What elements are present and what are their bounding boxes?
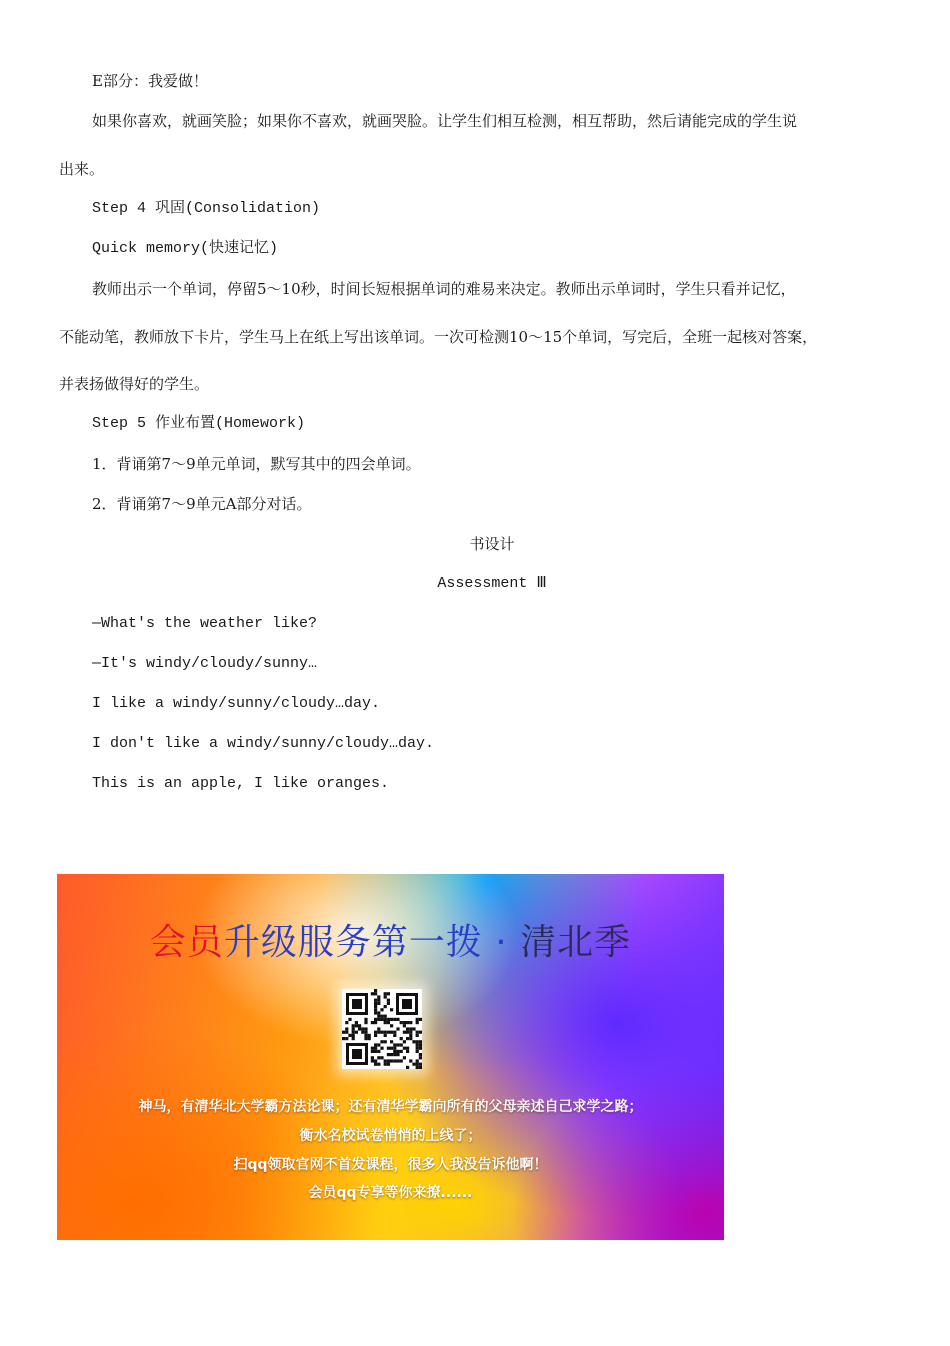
qr-cell — [393, 1043, 396, 1046]
qr-cell — [390, 1008, 393, 1011]
qr-cell — [377, 1011, 380, 1014]
qr-cell — [352, 1034, 355, 1037]
qr-cell — [371, 992, 374, 995]
qr-cell — [384, 1063, 387, 1066]
qr-cell — [380, 1008, 383, 1011]
qr-cell — [390, 1047, 393, 1050]
qr-cell — [377, 995, 380, 998]
qr-cell — [403, 1021, 406, 1024]
qr-cell — [400, 1043, 403, 1046]
qr-cell — [384, 1034, 387, 1037]
qr-cell — [377, 1056, 380, 1059]
qr-cell — [348, 1018, 351, 1021]
qr-cell — [390, 1018, 393, 1021]
qr-cell — [374, 1043, 377, 1046]
qr-cell — [345, 1037, 348, 1040]
qr-cell — [419, 1031, 422, 1034]
qr-cell — [416, 1050, 419, 1053]
qr-cell — [393, 1034, 396, 1037]
qr-cell — [406, 1021, 409, 1024]
qr-cell — [396, 1027, 399, 1030]
qr-cell — [416, 1040, 419, 1043]
quick-memory-title: Quick memory(快速记忆) — [92, 240, 279, 257]
qr-cell — [387, 1021, 390, 1024]
qr-cell — [384, 1015, 387, 1018]
qr-cell — [374, 1050, 377, 1053]
step4-body-line-2: 不能动笔，教师放下卡片，学生马上在纸上写出该单词。一次可检测10～15个单词，写完后，全班一起核对答案， — [59, 328, 818, 346]
board-design-title: 书设计 — [469, 535, 515, 553]
qr-cell — [396, 1053, 399, 1056]
banner-message-3: 扫qq领取官网不首发课程，很多人我没告诉他啊！ — [233, 1157, 548, 1173]
qr-cell — [377, 1050, 380, 1053]
board-line-1: —What's the weather like? — [92, 615, 318, 632]
qr-cell — [409, 1031, 412, 1034]
qr-cell — [342, 1037, 345, 1040]
qr-cell — [374, 989, 377, 992]
qr-cell — [374, 1008, 377, 1011]
banner-message-1: 神马，有清华北大学霸方法论课；还有清华学霸向所有的父母亲述自己求学之路； — [138, 1099, 643, 1115]
qr-cell — [406, 1050, 409, 1053]
qr-cell — [368, 1037, 371, 1040]
qr-cell — [412, 1063, 415, 1066]
promo-banner[interactable] — [57, 874, 724, 1240]
qr-cell — [361, 1031, 364, 1034]
qr-cell — [390, 1040, 393, 1043]
qr-cell — [406, 1031, 409, 1034]
qr-cell — [416, 1018, 419, 1021]
qr-cell — [390, 1024, 393, 1027]
qr-cell — [416, 1043, 419, 1046]
qr-cell — [374, 1002, 377, 1005]
qr-cell — [380, 1040, 383, 1043]
qr-cell — [377, 999, 380, 1002]
qr-cell — [387, 1018, 390, 1021]
qr-cell — [371, 1047, 374, 1050]
qr-cell — [345, 1031, 348, 1034]
qr-cell — [387, 1002, 390, 1005]
qr-cell — [374, 999, 377, 1002]
board-line-5: This is an apple, I like oranges. — [92, 775, 390, 792]
qr-cell — [352, 1024, 355, 1027]
qr-cell — [419, 1056, 422, 1059]
qr-cell — [412, 1040, 415, 1043]
qr-cell — [419, 1063, 422, 1066]
qr-cell — [368, 1034, 371, 1037]
homework-item-2: 2．背诵第7～9单元A部分对话。 — [92, 495, 312, 513]
qr-cell — [416, 1047, 419, 1050]
qr-cell — [390, 1053, 393, 1056]
qr-cell — [409, 1059, 412, 1062]
qr-cell — [387, 992, 390, 995]
qr-cell — [374, 992, 377, 995]
board-line-3: I like a windy/sunny/cloudy…day. — [92, 695, 381, 712]
qr-cell — [393, 1031, 396, 1034]
qr-code-graphic — [342, 989, 422, 1069]
qr-cell — [403, 1040, 406, 1043]
banner-message-4: 会员qq专享等你来撩...... — [308, 1185, 473, 1201]
qr-cell — [387, 1063, 390, 1066]
qr-cell — [374, 1031, 377, 1034]
qr-cell — [374, 1063, 377, 1066]
qr-cell — [352, 1027, 355, 1030]
qr-cell — [374, 1047, 377, 1050]
banner-title-part-2: 升级服务第一拨 — [223, 922, 483, 963]
qr-cell — [364, 1037, 367, 1040]
qr-cell — [419, 1066, 422, 1069]
qr-cell — [358, 1024, 361, 1027]
qr-cell — [377, 1027, 380, 1030]
step5-title: Step 5 作业布置(Homework) — [92, 415, 306, 432]
qr-cell — [419, 1047, 422, 1050]
board-line-4: I don't like a windy/sunny/cloudy…day. — [92, 735, 435, 752]
qr-cell — [393, 1053, 396, 1056]
qr-cell — [403, 1047, 406, 1050]
qr-cell — [377, 1018, 380, 1021]
qr-cell — [355, 1024, 358, 1027]
qr-cell — [380, 1018, 383, 1021]
qr-cell — [371, 1021, 374, 1024]
qr-cell — [380, 1015, 383, 1018]
qr-cell — [374, 1021, 377, 1024]
qr-cell — [416, 1034, 419, 1037]
qr-cell — [377, 1063, 380, 1066]
qr-cell — [355, 1021, 358, 1024]
qr-cell — [403, 1031, 406, 1034]
qr-cell — [371, 1056, 374, 1059]
qr-cell — [380, 1056, 383, 1059]
qr-cell — [384, 1018, 387, 1021]
banner-title-part-3: 清北季 — [520, 922, 632, 963]
qr-code-icon[interactable] — [342, 989, 422, 1069]
qr-cell — [409, 1021, 412, 1024]
qr-cell — [416, 1059, 419, 1062]
qr-cell — [352, 1031, 355, 1034]
qr-cell — [380, 1047, 383, 1050]
step4-title: Step 4 巩固(Consolidation) — [92, 200, 321, 217]
qr-cell — [416, 1031, 419, 1034]
qr-cell — [412, 1027, 415, 1030]
qr-cell — [419, 1040, 422, 1043]
qr-cell — [409, 1034, 412, 1037]
board-line-2: —It's windy/cloudy/sunny… — [92, 655, 318, 672]
qr-cell — [396, 1018, 399, 1021]
section-e-title: E部分：我爱做！ — [92, 72, 208, 90]
qr-cell — [387, 1059, 390, 1062]
qr-cell — [371, 1050, 374, 1053]
qr-cell — [384, 1040, 387, 1043]
qr-cell — [406, 1047, 409, 1050]
qr-cell — [361, 1027, 364, 1030]
qr-cell — [371, 1059, 374, 1062]
qr-cell — [393, 1059, 396, 1062]
section-e-body-line-1: 如果你喜欢，就画笑脸；如果你不喜欢，就画哭脸。让学生们相互检测，相互帮助，然后请能完成的学生说 — [92, 112, 798, 130]
qr-cell — [374, 1034, 377, 1037]
qr-cell — [393, 1018, 396, 1021]
qr-cell — [416, 1066, 419, 1069]
qr-cell — [409, 1027, 412, 1030]
qr-cell — [384, 1059, 387, 1062]
qr-cell — [345, 1027, 348, 1030]
qr-cell — [396, 1059, 399, 1062]
qr-cell — [419, 1018, 422, 1021]
qr-cell — [364, 1018, 367, 1021]
qr-cell — [364, 1034, 367, 1037]
qr-cell — [377, 1031, 380, 1034]
qr-cell — [409, 1037, 412, 1040]
qr-cell — [387, 1031, 390, 1034]
qr-cell — [374, 1059, 377, 1062]
qr-cell — [377, 1015, 380, 1018]
board-design-subtitle: Assessment Ⅲ — [437, 575, 547, 592]
qr-cell — [400, 1021, 403, 1024]
qr-cell — [387, 1053, 390, 1056]
qr-cell — [384, 1005, 387, 1008]
qr-cell — [358, 1027, 361, 1030]
qr-cell — [364, 1031, 367, 1034]
qr-cell — [406, 1066, 409, 1069]
qr-cell — [384, 995, 387, 998]
qr-cell — [396, 1050, 399, 1053]
qr-cell — [416, 1021, 419, 1024]
qr-cell — [384, 1031, 387, 1034]
qr-cell — [342, 1031, 345, 1034]
banner-title — [57, 914, 724, 965]
qr-cell — [374, 1011, 377, 1014]
qr-cell — [380, 1031, 383, 1034]
qr-cell — [384, 1021, 387, 1024]
banner-title-dot: · — [482, 922, 521, 963]
section-e-body-line-2: 出来。 — [59, 160, 105, 178]
qr-cell — [406, 1027, 409, 1030]
qr-cell — [400, 1037, 403, 1040]
qr-cell — [377, 1043, 380, 1046]
step4-body-line-3: 并表扬做得好的学生。 — [59, 375, 210, 393]
qr-cell — [393, 1050, 396, 1053]
qr-cell — [377, 1002, 380, 1005]
banner-message-2: 衡水名校试卷悄悄的上线了； — [299, 1128, 482, 1144]
qr-cell — [387, 1047, 390, 1050]
qr-cell — [400, 1050, 403, 1053]
qr-cell — [403, 1056, 406, 1059]
qr-cell — [374, 1005, 377, 1008]
qr-cell — [384, 992, 387, 995]
qr-cell — [419, 1043, 422, 1046]
qr-cell — [364, 1021, 367, 1024]
qr-cell — [400, 1059, 403, 1062]
qr-cell — [419, 1053, 422, 1056]
qr-cell — [390, 1031, 393, 1034]
qr-cell — [348, 1034, 351, 1037]
qr-cell — [364, 1027, 367, 1030]
homework-item-1: 1．背诵第7～9单元单词，默写其中的四会单词。 — [92, 455, 421, 473]
qr-cell — [403, 1024, 406, 1027]
qr-cell — [416, 1063, 419, 1066]
qr-cell — [396, 1043, 399, 1046]
qr-cell — [345, 1021, 348, 1024]
banner-title-part-1: 会员 — [149, 922, 224, 963]
step4-body-line-1: 教师出示一个单词，停留5～10秒，时间长短根据单词的难易来决定。教师出示单词时，学生只看并记忆， — [92, 280, 796, 298]
qr-cell — [355, 1031, 358, 1034]
qr-cell — [374, 1018, 377, 1021]
qr-cell — [390, 1059, 393, 1062]
qr-cell — [352, 1037, 355, 1040]
qr-cell — [387, 999, 390, 1002]
qr-cell — [406, 1037, 409, 1040]
qr-cell — [393, 1047, 396, 1050]
